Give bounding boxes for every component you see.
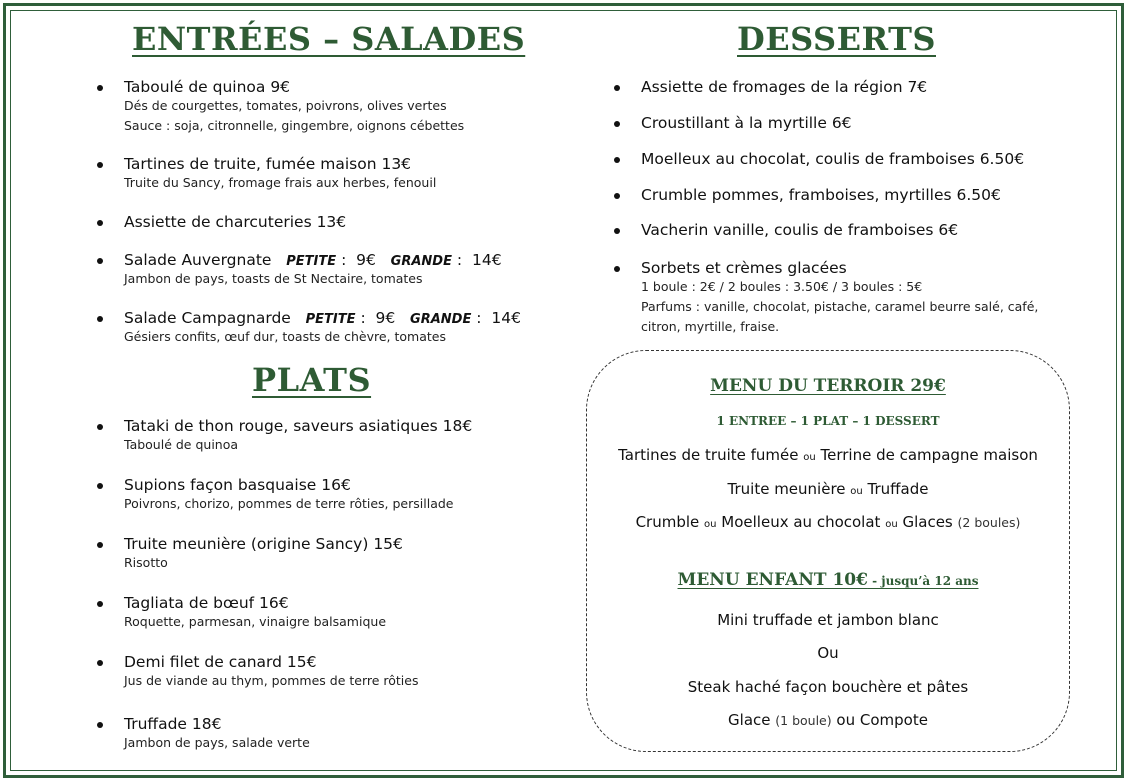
menu-enfant-title: MENU ENFANT 10€ - jusqu’à 12 ans: [677, 570, 979, 590]
item-description: Parfums : vanille, chocolat, pistache, caramel beurre salé, café,: [641, 299, 1039, 314]
item-description: Risotto: [124, 555, 168, 570]
item-description: Jambon de pays, salade verte: [124, 735, 310, 750]
item-description: Taboulé de quinoa: [124, 437, 239, 452]
bullet-icon: [614, 85, 620, 91]
menu-enfant-line3: Steak haché façon bouchère et pâtes: [687, 678, 969, 696]
item-title: Tataki de thon rouge, saveurs asiatiques 18€: [124, 417, 473, 435]
item-description: 1 boule : 2€ / 2 boules : 3.50€ / 3 boules : 5€: [641, 279, 923, 294]
item-title: Moelleux au chocolat, coulis de framboises 6.50€: [641, 150, 1025, 168]
item-description: Sauce : soja, citronnelle, gingembre, oignons cébettes: [124, 118, 465, 133]
item-description: Dés de courgettes, tomates, poivrons, olives vertes: [124, 98, 447, 113]
item-title: Truffade 18€: [124, 715, 222, 733]
bullet-icon: [97, 542, 103, 548]
item-title: Assiette de charcuteries 13€: [124, 213, 347, 231]
bullet-icon: [97, 722, 103, 728]
menu-enfant-line4: Glace (1 boule) ou Compote: [728, 711, 928, 729]
bullet-icon: [97, 424, 103, 430]
item-title: Tagliata de bœuf 16€: [124, 594, 289, 612]
item-description: citron, myrtille, fraise.: [641, 319, 780, 334]
item-title: Salade Auvergnate PETITE : 9€ GRANDE : 14€: [124, 251, 502, 269]
item-title: Truite meunière (origine Sancy) 15€: [124, 535, 403, 553]
menu-terroir-title: MENU DU TERROIR 29€: [710, 376, 946, 396]
bullet-icon: [97, 220, 103, 226]
item-description: Roquette, parmesan, vinaigre balsamique: [124, 614, 387, 629]
item-description: Truite du Sancy, fromage frais aux herbes, fenouil: [124, 175, 437, 190]
bullet-icon: [97, 316, 103, 322]
item-description: Jambon de pays, toasts de St Nectaire, tomates: [124, 271, 423, 286]
menu-enfant-line2: Ou: [817, 644, 839, 662]
menu-terroir-entree-line: Tartines de truite fumée ou Terrine de campagne maison: [618, 446, 1038, 464]
item-description: Gésiers confits, œuf dur, toasts de chèvre, tomates: [124, 329, 446, 344]
bullet-icon: [97, 162, 103, 168]
menu-terroir-plat-line: Truite meunière ou Truffade: [727, 480, 929, 498]
item-title: Assiette de fromages de la région 7€: [641, 78, 928, 96]
bullet-icon: [97, 483, 103, 489]
menu-terroir-dessert-line: Crumble ou Moelleux au chocolat ou Glaces (2 boules): [635, 513, 1021, 531]
item-title: Demi filet de canard 15€: [124, 653, 317, 671]
item-title: Vacherin vanille, coulis de framboises 6€: [641, 221, 959, 239]
menu-enfant-line1: Mini truffade et jambon blanc: [717, 611, 939, 629]
item-title: Croustillant à la myrtille 6€: [641, 114, 852, 132]
plats-heading: PLATS: [252, 361, 372, 399]
bullet-icon: [614, 266, 620, 272]
item-title: Sorbets et crèmes glacées: [641, 259, 847, 277]
item-title: Taboulé de quinoa 9€: [124, 78, 291, 96]
item-title: Crumble pommes, framboises, myrtilles 6.50€: [641, 186, 1001, 204]
set-menus-box: [586, 350, 1070, 752]
bullet-icon: [614, 228, 620, 234]
item-title: Salade Campagnarde PETITE : 9€ GRANDE : 14€: [124, 309, 521, 327]
bullet-icon: [97, 660, 103, 666]
bullet-icon: [97, 601, 103, 607]
item-description: Poivrons, chorizo, pommes de terre rôties, persillade: [124, 496, 454, 511]
menu-terroir-subtitle: 1 ENTREE – 1 PLAT – 1 DESSERT: [716, 414, 940, 428]
entrees-heading: ENTRÉES – SALADES: [132, 20, 526, 58]
item-title: Tartines de truite, fumée maison 13€: [124, 155, 412, 173]
bullet-icon: [614, 121, 620, 127]
item-description: Jus de viande au thym, pommes de terre rôties: [124, 673, 419, 688]
desserts-heading: DESSERTS: [737, 20, 936, 58]
bullet-icon: [97, 85, 103, 91]
item-title: Supions façon basquaise 16€: [124, 476, 351, 494]
bullet-icon: [614, 193, 620, 199]
bullet-icon: [614, 157, 620, 163]
bullet-icon: [97, 258, 103, 264]
